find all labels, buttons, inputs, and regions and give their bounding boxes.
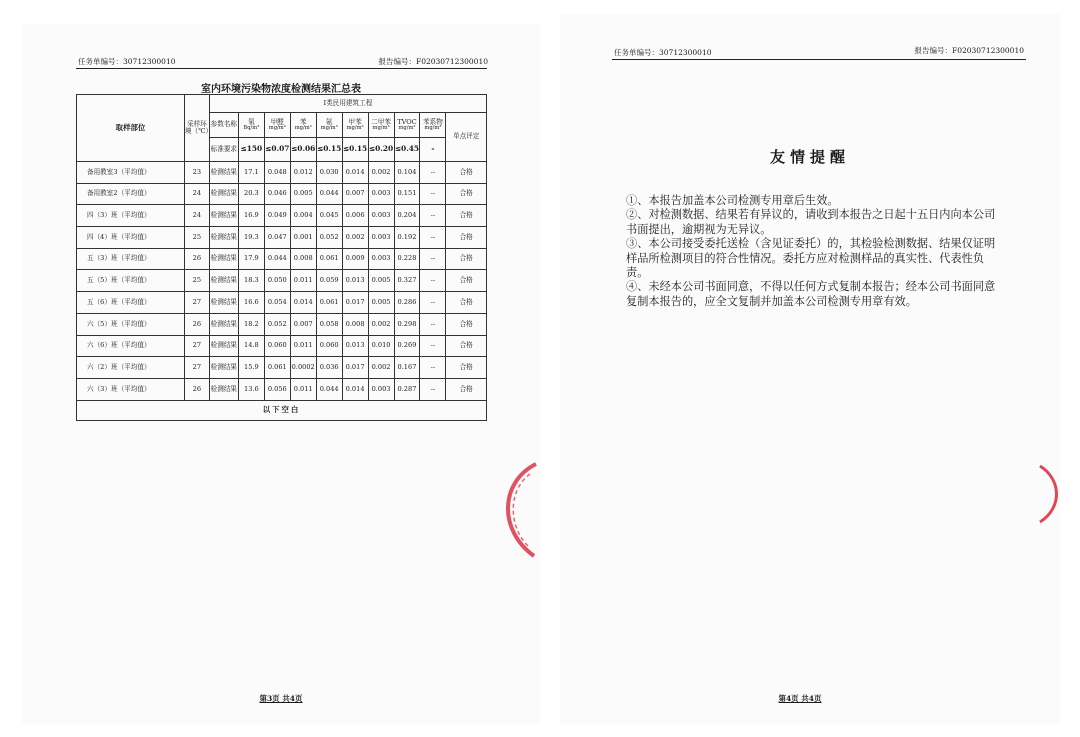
value-cell: 0.059 bbox=[316, 270, 342, 292]
location-cell: 四（3）班（平均值） bbox=[77, 205, 185, 227]
value-cell: 0.104 bbox=[394, 162, 420, 184]
value-cell: 0.228 bbox=[394, 248, 420, 270]
value-cell: -- bbox=[420, 378, 446, 400]
value-cell: 13.6 bbox=[238, 378, 264, 400]
value-cell: 0.002 bbox=[368, 357, 394, 379]
value-cell: -- bbox=[420, 183, 446, 205]
value-cell: 0.011 bbox=[290, 335, 316, 357]
param-header bbox=[316, 113, 342, 138]
standard-value: - bbox=[420, 138, 446, 162]
value-cell: 0.060 bbox=[264, 335, 290, 357]
value-cell: 0.013 bbox=[342, 270, 368, 292]
table-row bbox=[77, 183, 487, 205]
result-label-cell: 检测结果 bbox=[209, 357, 238, 379]
header-rule bbox=[76, 68, 487, 69]
result-label-cell: 检测结果 bbox=[209, 248, 238, 270]
table-row bbox=[77, 205, 487, 227]
result-label-cell: 检测结果 bbox=[209, 378, 238, 400]
value-cell: 17.1 bbox=[238, 162, 264, 184]
location-cell: 四（4）班（平均值） bbox=[77, 227, 185, 249]
value-cell: 0.011 bbox=[290, 270, 316, 292]
notice-list bbox=[626, 194, 1004, 309]
page-footer: 第4页 共4页 bbox=[778, 694, 822, 703]
param-header bbox=[394, 113, 420, 138]
value-cell: 0.167 bbox=[394, 357, 420, 379]
value-cell: 0.008 bbox=[290, 248, 316, 270]
location-cell: 五（3）班（平均值） bbox=[77, 248, 185, 270]
value-cell: 0.204 bbox=[394, 205, 420, 227]
result-label-cell: 检测结果 bbox=[209, 313, 238, 335]
table-row bbox=[77, 248, 487, 270]
param-unit: Bq/m³ bbox=[243, 124, 260, 131]
value-cell: 0.010 bbox=[368, 335, 394, 357]
value-cell: 14.8 bbox=[238, 335, 264, 357]
standard-value: ≤0.15 bbox=[342, 138, 368, 162]
building-category: Ⅰ类民用建筑工程 bbox=[209, 95, 486, 113]
value-cell: 0.006 bbox=[342, 205, 368, 227]
temperature-cell: 25 bbox=[184, 227, 209, 249]
value-cell: 0.007 bbox=[290, 313, 316, 335]
value-cell: -- bbox=[420, 270, 446, 292]
table-row bbox=[77, 227, 487, 249]
value-cell: 15.9 bbox=[238, 357, 264, 379]
report-page-3 bbox=[22, 24, 540, 724]
value-cell: 0.003 bbox=[368, 227, 394, 249]
value-cell: 0.017 bbox=[342, 292, 368, 314]
value-cell: 16.9 bbox=[238, 205, 264, 227]
value-cell: 17.9 bbox=[238, 248, 264, 270]
value-cell: 0.014 bbox=[342, 162, 368, 184]
location-cell: 备用教室3（平均值） bbox=[77, 162, 185, 184]
param-name: 氨 bbox=[325, 117, 333, 126]
temperature-cell: 24 bbox=[184, 183, 209, 205]
temperature-cell: 26 bbox=[184, 313, 209, 335]
value-cell: 0.052 bbox=[316, 227, 342, 249]
rating-cell: 合格 bbox=[446, 335, 487, 357]
param-header bbox=[238, 113, 264, 138]
value-cell: 0.327 bbox=[394, 270, 420, 292]
value-cell: 0.005 bbox=[368, 270, 394, 292]
notice-item: ①、本报告加盖本公司检测专用章后生效。 bbox=[626, 194, 839, 207]
temperature-cell: 25 bbox=[184, 270, 209, 292]
value-cell: -- bbox=[420, 313, 446, 335]
value-cell: -- bbox=[420, 292, 446, 314]
standard-value: ≤150 bbox=[238, 138, 264, 162]
standard-value: ≤0.20 bbox=[368, 138, 394, 162]
value-cell: 0.269 bbox=[394, 335, 420, 357]
value-cell: -- bbox=[420, 248, 446, 270]
table-title: 室内环境污染物浓度检测结果汇总表 bbox=[201, 84, 361, 95]
task-number: 任务单编号：30712300010 bbox=[614, 48, 712, 57]
param-name: 苯系物 bbox=[423, 117, 443, 126]
header-rule bbox=[612, 59, 1026, 60]
result-label-cell: 检测结果 bbox=[209, 227, 238, 249]
standard-label: 标准要求 bbox=[209, 138, 238, 162]
value-cell: 0.003 bbox=[368, 378, 394, 400]
rating-cell: 合格 bbox=[446, 357, 487, 379]
value-cell: 0.049 bbox=[264, 205, 290, 227]
value-cell: 0.002 bbox=[368, 313, 394, 335]
rating-cell: 合格 bbox=[446, 205, 487, 227]
value-cell: 0.050 bbox=[264, 270, 290, 292]
value-cell: 0.003 bbox=[368, 248, 394, 270]
rating-cell: 合格 bbox=[446, 378, 487, 400]
standard-value: ≤0.06 bbox=[290, 138, 316, 162]
value-cell: 16.6 bbox=[238, 292, 264, 314]
value-cell: 0.058 bbox=[316, 313, 342, 335]
rating-cell: 合格 bbox=[446, 248, 487, 270]
param-name-label: 参数名称 bbox=[209, 113, 238, 138]
location-cell: 六（5）班（平均值） bbox=[77, 313, 185, 335]
param-name: TVOC bbox=[397, 117, 417, 126]
value-cell: 0.005 bbox=[290, 183, 316, 205]
value-cell: 18.3 bbox=[238, 270, 264, 292]
temperature-cell: 24 bbox=[184, 205, 209, 227]
value-cell: -- bbox=[420, 227, 446, 249]
value-cell: 0.036 bbox=[316, 357, 342, 379]
value-cell: 0.012 bbox=[290, 162, 316, 184]
company-seal-stamp bbox=[496, 460, 540, 560]
temperature-cell: 27 bbox=[184, 292, 209, 314]
value-cell: 0.001 bbox=[290, 227, 316, 249]
location-cell: 六（2）班（平均值） bbox=[77, 357, 185, 379]
result-label-cell: 检测结果 bbox=[209, 270, 238, 292]
table-row bbox=[77, 378, 487, 400]
param-unit: mg/m³ bbox=[294, 124, 312, 131]
col-header-temperature: 采样环境（℃） bbox=[184, 95, 209, 162]
param-header bbox=[290, 113, 316, 138]
page-footer: 第3页 共4页 bbox=[259, 694, 303, 703]
location-cell: 六（3）班（平均值） bbox=[77, 378, 185, 400]
table-row bbox=[77, 270, 487, 292]
value-cell: 0.061 bbox=[316, 292, 342, 314]
value-cell: 0.287 bbox=[394, 378, 420, 400]
standard-value: ≤0.15 bbox=[316, 138, 342, 162]
value-cell: 0.003 bbox=[368, 205, 394, 227]
value-cell: 0.030 bbox=[316, 162, 342, 184]
value-cell: 0.009 bbox=[342, 248, 368, 270]
notice-item: ③、本公司接受委托送检（含见证委托）的，其检验检测数据、结果仅证明样品所检测项目的符合性情况。委托方应对检测样品的真实性、代表性负责。 bbox=[626, 237, 996, 280]
param-unit: mg/m³ bbox=[424, 124, 442, 131]
value-cell: 0.192 bbox=[394, 227, 420, 249]
value-cell: 0.044 bbox=[316, 183, 342, 205]
table-row bbox=[77, 162, 487, 184]
result-label-cell: 检测结果 bbox=[209, 292, 238, 314]
value-cell: 0.014 bbox=[342, 378, 368, 400]
value-cell: 0.005 bbox=[368, 292, 394, 314]
value-cell: 0.017 bbox=[342, 357, 368, 379]
value-cell: 0.013 bbox=[342, 335, 368, 357]
value-cell: 0.007 bbox=[342, 183, 368, 205]
rating-cell: 合格 bbox=[446, 183, 487, 205]
value-cell: 0.045 bbox=[316, 205, 342, 227]
value-cell: 0.044 bbox=[264, 248, 290, 270]
notice-title: 友情提醒 bbox=[769, 148, 850, 166]
param-unit: mg/m³ bbox=[398, 124, 416, 131]
value-cell: 20.3 bbox=[238, 183, 264, 205]
param-name: 二甲苯 bbox=[371, 117, 391, 126]
value-cell: -- bbox=[420, 357, 446, 379]
result-label-cell: 检测结果 bbox=[209, 335, 238, 357]
value-cell: -- bbox=[420, 335, 446, 357]
value-cell: 0.047 bbox=[264, 227, 290, 249]
value-cell: 0.061 bbox=[264, 357, 290, 379]
value-cell: 18.2 bbox=[238, 313, 264, 335]
result-label-cell: 检测结果 bbox=[209, 183, 238, 205]
value-cell: 0.014 bbox=[290, 292, 316, 314]
rating-cell: 合格 bbox=[446, 162, 487, 184]
location-cell: 五（5）班（平均值） bbox=[77, 270, 185, 292]
param-header bbox=[264, 113, 290, 138]
value-cell: 0.044 bbox=[316, 378, 342, 400]
company-seal-stamp bbox=[1036, 462, 1060, 526]
col-header-rating: 单点评定 bbox=[446, 113, 487, 162]
rating-cell: 合格 bbox=[446, 292, 487, 314]
value-cell: 0.002 bbox=[368, 162, 394, 184]
value-cell: 0.060 bbox=[316, 335, 342, 357]
notice-item: ②、对检测数据、结果若有异议的，请收到本报告之日起十五日内向本公司书面提出，逾期视为无异议。 bbox=[626, 208, 996, 236]
value-cell: 0.052 bbox=[264, 313, 290, 335]
result-label-cell: 检测结果 bbox=[209, 162, 238, 184]
value-cell: 0.046 bbox=[264, 183, 290, 205]
rating-cell: 合格 bbox=[446, 270, 487, 292]
param-unit: mg/m³ bbox=[320, 124, 338, 131]
results-table bbox=[76, 94, 487, 421]
value-cell: 19.3 bbox=[238, 227, 264, 249]
report-number: 报告编号：F02030712300010 bbox=[378, 57, 488, 66]
report-number: 报告编号：F02030712300010 bbox=[914, 46, 1024, 55]
param-name: 苯 bbox=[299, 117, 307, 126]
param-name: 氡 bbox=[248, 117, 255, 126]
report-page-4 bbox=[560, 14, 1060, 724]
location-cell: 备用教室2（平均值） bbox=[77, 183, 185, 205]
notice-item: ④、未经本公司书面同意，不得以任何方式复制本报告；经本公司书面同意复制本报告的，应全文复制并加盖本公司检测专用章有效。 bbox=[626, 280, 996, 308]
result-label-cell: 检测结果 bbox=[209, 205, 238, 227]
value-cell: 0.002 bbox=[342, 227, 368, 249]
value-cell: 0.0002 bbox=[290, 357, 316, 379]
standard-value: ≤0.45 bbox=[394, 138, 420, 162]
temperature-cell: 26 bbox=[184, 248, 209, 270]
table-row bbox=[77, 335, 487, 357]
location-cell: 五（6）班（平均值） bbox=[77, 292, 185, 314]
col-header-location: 取样部位 bbox=[77, 95, 185, 162]
value-cell: 0.048 bbox=[264, 162, 290, 184]
value-cell: -- bbox=[420, 205, 446, 227]
standard-value: ≤0.07 bbox=[264, 138, 290, 162]
value-cell: 0.054 bbox=[264, 292, 290, 314]
value-cell: 0.003 bbox=[368, 183, 394, 205]
value-cell: 0.004 bbox=[290, 205, 316, 227]
param-unit: mg/m³ bbox=[268, 124, 286, 131]
temperature-cell: 27 bbox=[184, 357, 209, 379]
value-cell: 0.286 bbox=[394, 292, 420, 314]
rating-cell: 合格 bbox=[446, 313, 487, 335]
table-row bbox=[77, 313, 487, 335]
value-cell: 0.011 bbox=[290, 378, 316, 400]
temperature-cell: 26 bbox=[184, 378, 209, 400]
temperature-cell: 27 bbox=[184, 335, 209, 357]
value-cell: 0.008 bbox=[342, 313, 368, 335]
param-name: 甲苯 bbox=[348, 117, 362, 126]
temperature-cell: 23 bbox=[184, 162, 209, 184]
value-cell: -- bbox=[420, 162, 446, 184]
location-cell: 六（6）班（平均值） bbox=[77, 335, 185, 357]
param-unit: mg/m³ bbox=[372, 124, 390, 131]
value-cell: 0.298 bbox=[394, 313, 420, 335]
value-cell: 0.056 bbox=[264, 378, 290, 400]
param-header bbox=[420, 113, 446, 138]
task-number: 任务单编号：30712300010 bbox=[78, 57, 176, 66]
value-cell: 0.061 bbox=[316, 248, 342, 270]
param-header bbox=[342, 113, 368, 138]
param-name: 甲醛 bbox=[270, 117, 284, 126]
rating-cell: 合格 bbox=[446, 227, 487, 249]
table-row bbox=[77, 357, 487, 379]
table-row bbox=[77, 292, 487, 314]
blank-below-note: 以下空白 bbox=[77, 400, 487, 420]
param-unit: mg/m³ bbox=[346, 124, 364, 131]
param-header bbox=[368, 113, 394, 138]
value-cell: 0.151 bbox=[394, 183, 420, 205]
